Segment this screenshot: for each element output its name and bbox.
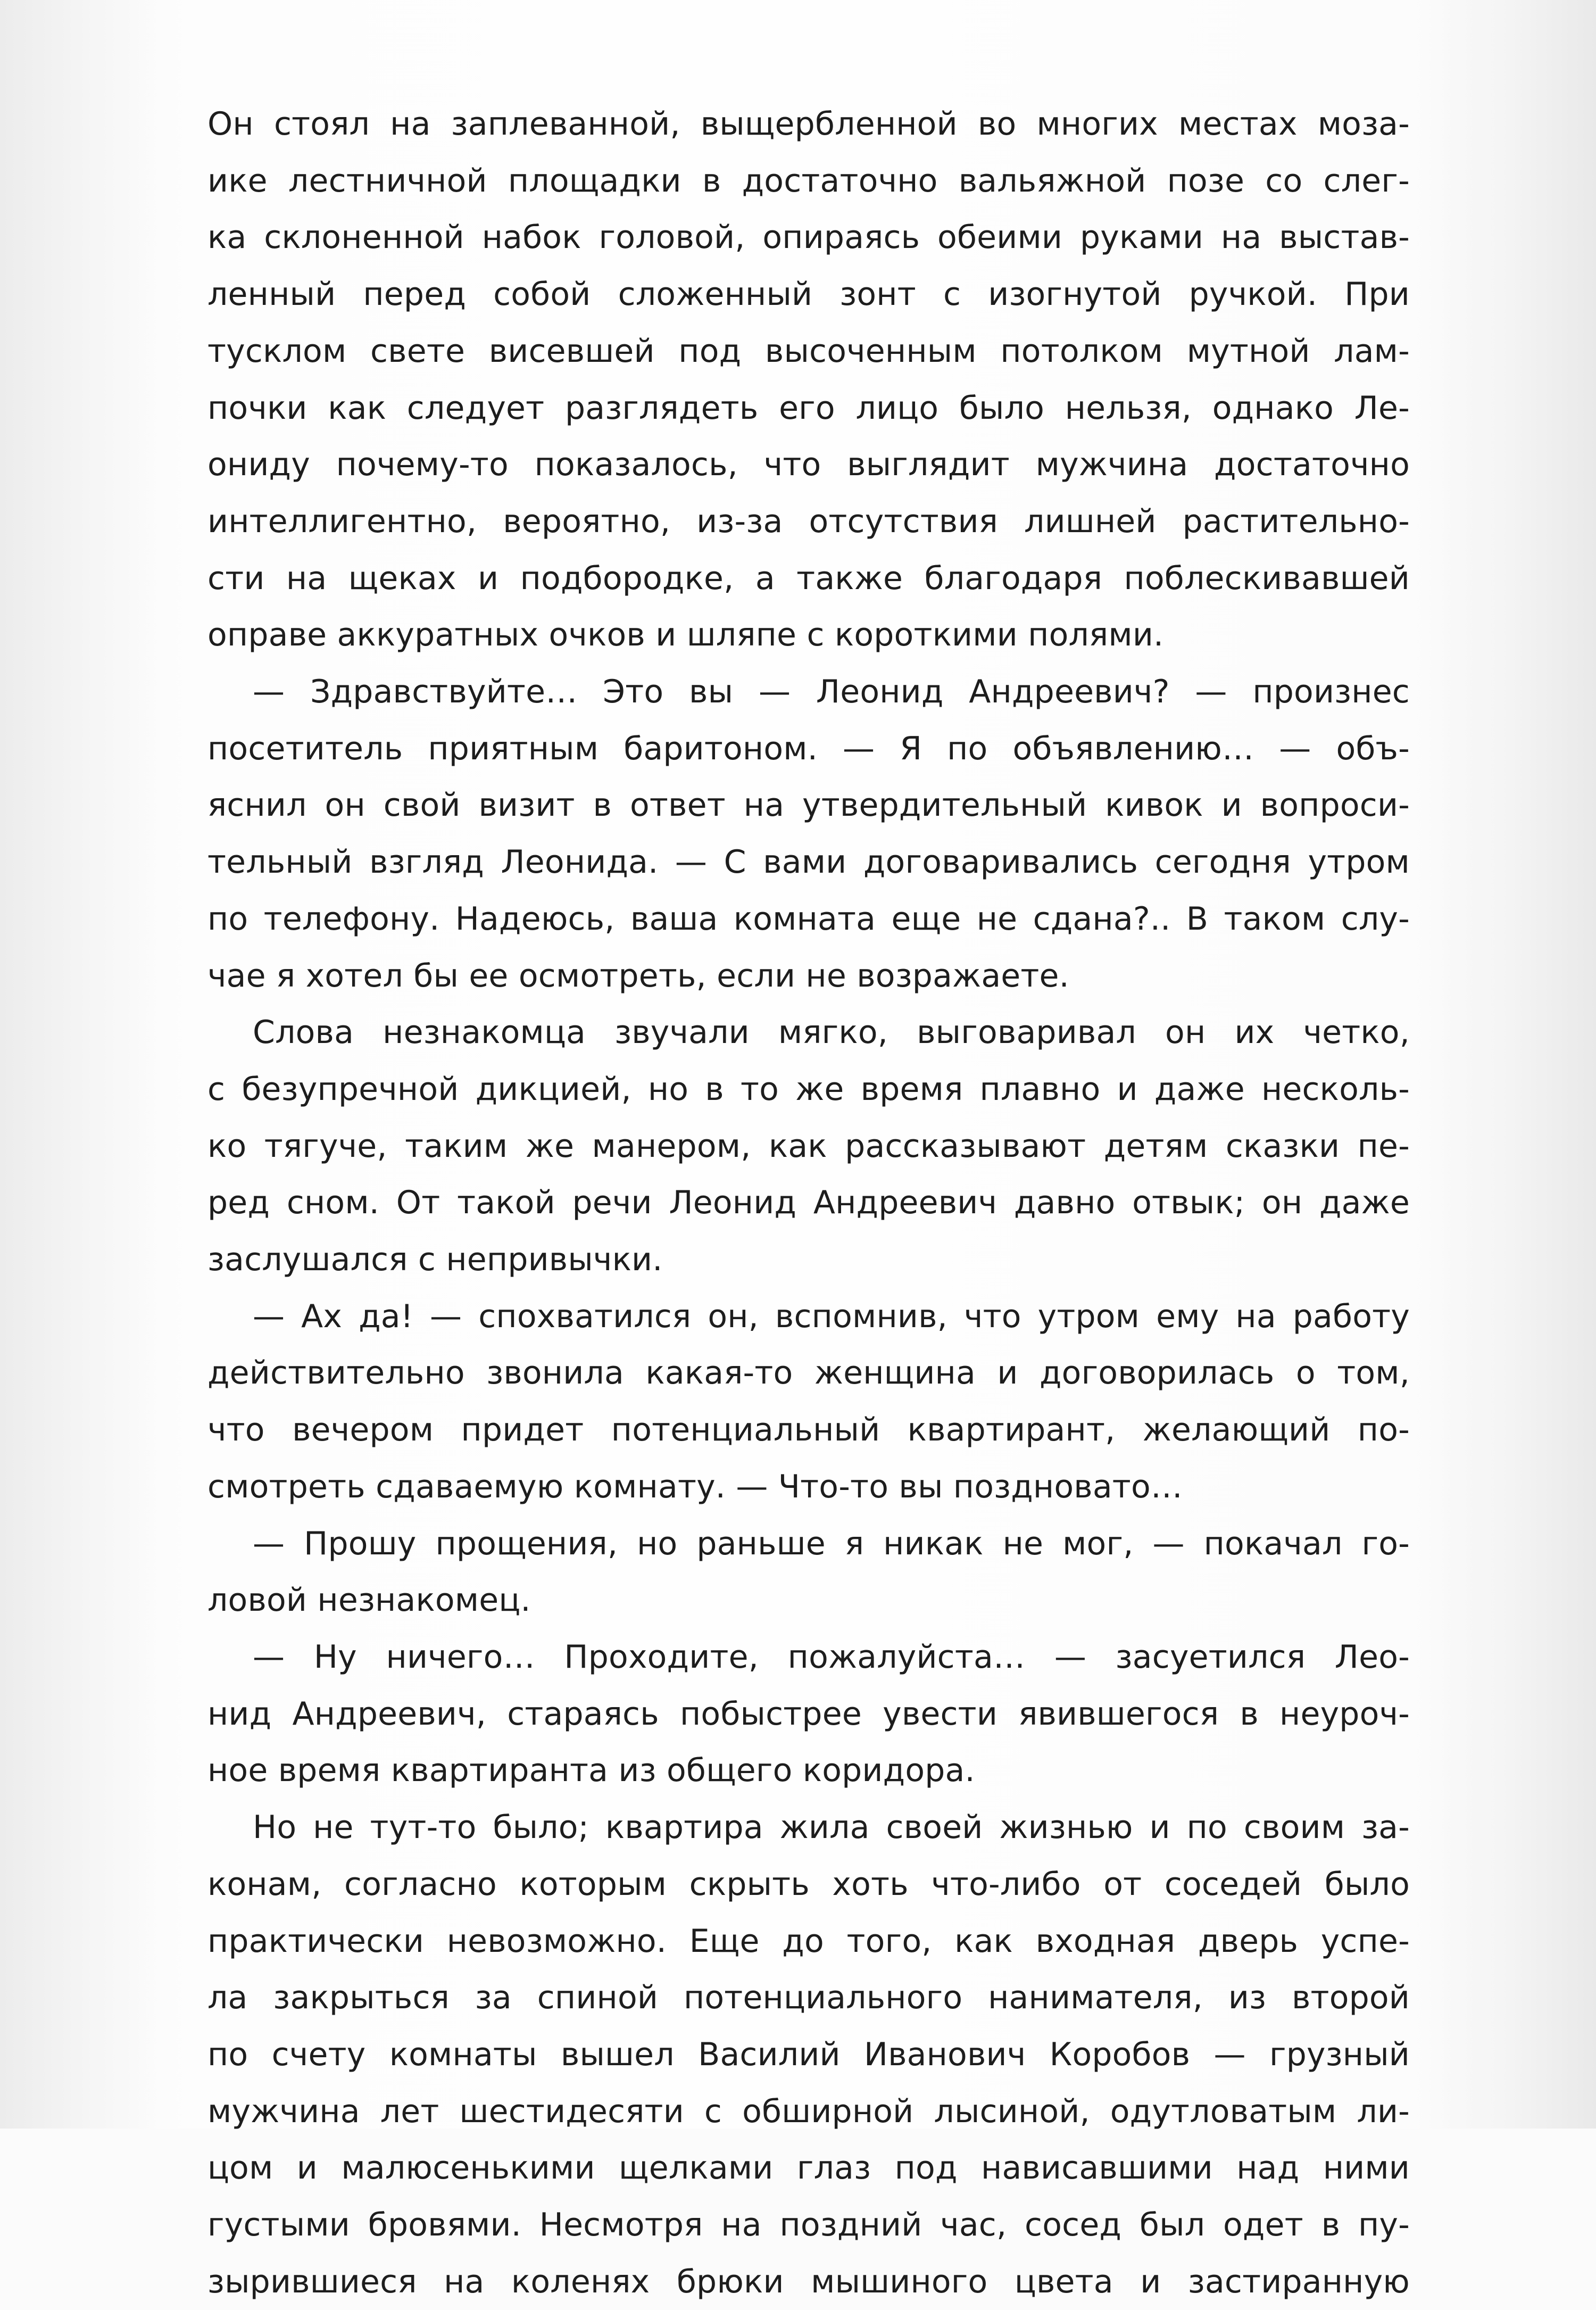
text-line: Он стоял на заплеванной, выщербленной во многих местах моза- [207,105,1410,143]
text-line: густыми бровями. Несмотря на поздний час, сосед был одет в пу- [207,2206,1410,2244]
text-line: — Прошу прощения, но раньше я никак не мог, — покачал го- [253,1525,1410,1562]
text-line: нид Андреевич, стараясь побыстрее увести явившегося в неуроч- [207,1695,1410,1733]
text-line: посетитель приятным баритоном. — Я по объявлению… — объ- [207,730,1410,767]
text-line: зырившиеся на коленях брюки мышиного цвета и застиранную [207,2263,1410,2300]
text-line: конам, согласно которым скрыть хоть что-либо от соседей было [207,1865,1410,1903]
text-line: чае я хотел бы ее осмотреть, если не возражаете. [207,957,1069,995]
paragraph-6 [207,1629,1410,1799]
text-line: сти на щеках и подбородке, а также благодаря поблескивавшей [207,559,1410,597]
text-line: заслушался с непривычки. [207,1241,663,1279]
paragraph-4 [207,1288,1410,1516]
text-line: — Ну ничего… Проходите, пожалуйста… — засуетился Лео- [253,1638,1410,1676]
body-text [207,96,1410,2310]
text-line: ленный перед собой сложенный зонт с изогнутой ручкой. При [207,276,1410,313]
text-line: — Ах да! — спохватился он, вспомнив, что утром ему на работу [253,1297,1410,1335]
text-line: ике лестничной площадки в достаточно вальяжной позе со слег- [207,162,1410,200]
text-line: с безупречной дикцией, но в то же время плавно и даже несколь- [207,1070,1410,1108]
text-line: практически невозможно. Еще до того, как входная дверь успе- [207,1922,1410,1960]
text-line: смотреть сдаваемую комнату. — Что-то вы поздновато… [207,1468,1183,1505]
text-line: интеллигентно, вероятно, из-за отсутствия лишней растительно- [207,502,1410,540]
paragraph-3 [207,1004,1410,1288]
text-line: по счету комнаты вышел Василий Иванович Коробов — грузный [207,2035,1410,2073]
paragraph-7 [207,1799,1410,2310]
text-line: — Здравствуйте… Это вы — Леонид Андреевич? — произнес [253,673,1410,711]
text-line: ониду почему-то показалось, что выглядит мужчина достаточно [207,446,1410,484]
text-line: тельный взгляд Леонида. — С вами договаривались сегодня утром [207,843,1410,881]
text-line: яснил он свой визит в ответ на утвердительный кивок и вопроси- [207,786,1410,824]
text-line: цом и малюсенькими щелками глаз под нависавшими над ними [207,2149,1410,2187]
page-shadow-left [0,0,160,2129]
text-line: тусклом свете висевшей под высоченным потолком мутной лам- [207,332,1410,370]
text-line: оправе аккуратных очков и шляпе с короткими полями. [207,616,1164,654]
text-line: ка склоненной набок головой, опираясь обеими руками на выстав- [207,219,1410,256]
page-shadow-right [1426,0,1596,2129]
text-line: ла закрыться за спиной потенциального нанимателя, из второй [207,1979,1410,2017]
paragraph-2 [207,664,1410,1004]
text-line: Но не тут-то было; квартира жила своей жизнью и по своим за- [253,1809,1410,1847]
text-line: действительно звонила какая-то женщина и договорилась о том, [207,1354,1410,1392]
text-line: что вечером придет потенциальный квартирант, желающий по- [207,1411,1410,1449]
text-line: ред сном. От такой речи Леонид Андреевич давно отвык; он даже [207,1184,1410,1222]
text-line: ловой незнакомец. [207,1582,531,1619]
text-line: ко тягуче, таким же манером, как рассказывают детям сказки пе- [207,1127,1410,1165]
text-line: мужчина лет шестидесяти с обширной лысиной, одутловатым ли- [207,2092,1410,2130]
paragraph-5 [207,1516,1410,1629]
paragraph-1 [207,96,1410,664]
text-line: ное время квартиранта из общего коридора. [207,1752,975,1790]
text-line: Слова незнакомца звучали мягко, выговаривал он их четко, [253,1014,1410,1051]
text-line: почки как следует разглядеть его лицо было нельзя, однако Ле- [207,389,1410,427]
text-line: по телефону. Надеюсь, ваша комната еще не сдана?.. В таком слу- [207,900,1410,938]
